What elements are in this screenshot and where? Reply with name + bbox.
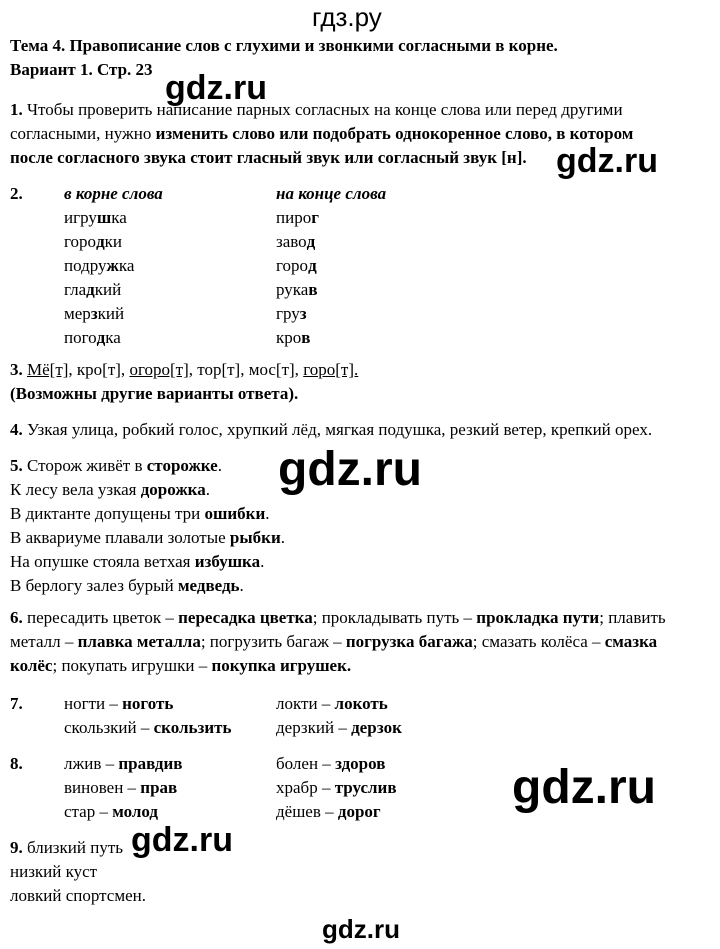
list-item: виновен – прав [64,778,178,797]
word-list-end [276,206,319,350]
word-list-root [64,206,134,350]
list-item: лжив – правдив [64,754,183,773]
list-item: локти – локоть [276,694,388,713]
list-item: груз [276,304,307,323]
column-header: в корне слова [64,184,163,203]
task-number: 9. [10,838,23,857]
list-item: кров [276,328,311,347]
task-6-text: ; покупать игрушки – [52,656,212,675]
task-6-line-2 [10,630,657,654]
task-6-text: ; плавить [599,608,666,627]
variant-title: Вариант 1. Стр. 23 [10,60,153,79]
list-item: город [276,256,317,275]
task-6-answer: прокладка пути [476,608,600,627]
task-6-text: ; смазать колёса – [472,632,605,651]
task-6-line-1 [10,606,666,630]
list-item: К лесу вела узкая дорожка. [10,480,210,499]
list-item: скользкий – скользить [64,718,232,737]
task-3-word: Мё[т] [27,360,69,379]
list-item: игрушка [64,208,127,227]
task-6-answer: смазка [604,632,658,651]
task-1-text: согласными, нужно [10,124,156,143]
list-item: стар – молод [64,802,159,821]
watermark: gdz.ru [322,914,400,944]
task-3-word: огоро[т] [129,360,189,379]
list-item: 9. близкий путь [10,838,124,857]
task-6-answer: плавка металла [77,632,201,651]
list-item: пирог [276,208,319,227]
task-4-line [10,418,652,442]
task-number: 6. [10,608,23,627]
list-item: гладкий [64,280,122,299]
site-header: гдз.ру [312,2,382,32]
task-1-line-2 [10,122,633,146]
list-item: погодка [64,328,121,347]
list-item: завод [276,232,316,251]
task-9-block [10,836,146,908]
task-6-line-3 [10,654,351,678]
task-1-answer: после согласного звука стоит гласный звук или согласный звук [н]. [10,148,527,167]
task-7-col-2 [276,692,402,740]
task-number: 5. [10,456,23,475]
task-6-text: металл – [10,632,78,651]
list-item: дерзкий – дерзок [276,718,402,737]
task-number: 2. [10,184,23,203]
list-item: В диктанте допущены три ошибки. [10,504,270,523]
list-item: дёшев – дорог [276,802,381,821]
task-1-text: Чтобы проверить написание парных согласных на конце слова или перед другими [27,100,623,119]
list-item: ногти – ноготь [64,694,174,713]
task-number: 7. [10,694,23,713]
task-3-word: горо[т]. [303,360,359,379]
list-item: В берлогу залез бурый медведь. [10,576,244,595]
task-8-col-2 [276,752,397,824]
task-6-answer: пересадка цветка [178,608,313,627]
list-item: болен – здоров [276,754,386,773]
watermark: gdz.ru [278,443,422,496]
task-6-text: ; прокладывать путь – [312,608,477,627]
task-number: 3. [10,360,23,379]
task-3-word: , кро[т], [68,360,130,379]
watermark: gdz.ru [556,142,658,180]
task-number: 4. [10,420,23,439]
column-header: на конце слова [276,184,387,203]
task-7-col-1 [64,692,232,740]
list-item: городки [64,232,123,251]
list-item: ловкий спортсмен. [10,886,146,905]
task-8-col-1 [64,752,182,824]
task-6-answer: колёс [10,656,53,675]
task-1-line-1 [10,98,623,122]
list-item: низкий куст [10,862,98,881]
watermark: gdz.ru [131,821,233,859]
task-number: 8. [10,754,23,773]
task-3-word: , тор[т], мос[т], [188,360,304,379]
list-item: храбр – труслив [276,778,397,797]
task-6-text: пересадить цветок – [27,608,179,627]
task-6-text: ; погрузить багаж – [200,632,346,651]
task-1-answer: изменить слово или подобрать однокоренное слово, в котором [155,124,634,143]
task-4-text: Узкая улица, робкий голос, хрупкий лёд, мягкая подушка, резкий ветер, крепкий орех. [27,420,653,439]
list-item: мерзкий [64,304,125,323]
task-6-answer: покупка игрушек. [211,656,352,675]
list-item: 5. Сторож живёт в сторожке. [10,456,222,475]
task-3-line-1 [10,358,358,382]
task-number: 1. [10,100,23,119]
list-item: подружка [64,256,135,275]
watermark: gdz.ru [165,69,267,107]
watermark: gdz.ru [512,761,656,814]
page-title: Тема 4. Правописание слов с глухими и звонкими согласными в корне. [10,36,558,55]
list-item: На опушке стояла ветхая избушка. [10,552,265,571]
task-5-block [10,454,285,598]
task-1-line-3 [10,146,527,170]
list-item: В аквариуме плавали золотые рыбки. [10,528,285,547]
task-6-answer: погрузка багажа [345,632,473,651]
list-item: рукав [276,280,318,299]
task-3-note: (Возможны другие варианты ответа). [10,384,299,403]
